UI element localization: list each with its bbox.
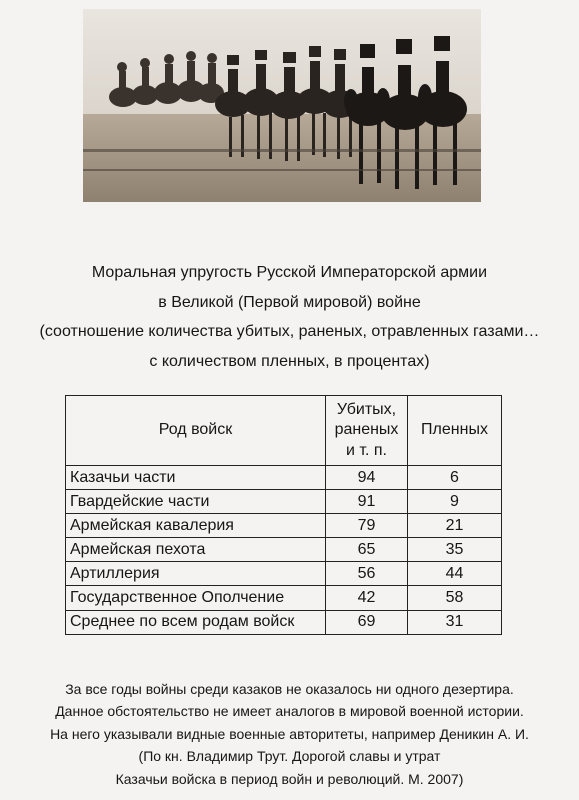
header-killed-line-1: Убитых,	[336, 400, 397, 418]
header-killed	[326, 396, 408, 466]
branch-cell: Среднее по всем родам войск	[66, 610, 326, 634]
title-line-2: в Великой (Первой мировой) войне	[158, 293, 421, 311]
table-header-row	[66, 396, 502, 466]
title-line-3: (соотношение количества убитых, раненых, отравленных газами…	[39, 323, 540, 340]
killed-cell: 94	[326, 466, 408, 490]
prisoners-cell: 21	[408, 514, 502, 538]
table-row	[66, 610, 502, 634]
killed-cell: 42	[326, 586, 408, 610]
branch-cell: Гвардейские части	[66, 490, 326, 514]
footer-note	[0, 678, 579, 790]
table-row	[66, 562, 502, 586]
casualties-table	[65, 395, 502, 635]
table-row	[66, 538, 502, 562]
footer-line-5: Казачьи войска в период войн и революций. М. 2007)	[115, 770, 464, 787]
footer-line-3: На него указывали видные военные авторитеты, например Деникин А. И.	[50, 725, 529, 742]
prisoners-cell: 44	[408, 562, 502, 586]
footer-line-4: (По кн. Владимир Трут. Дорогой славы и утрат	[138, 748, 441, 765]
footer-line-2: Данное обстоятельство не имеет аналогов в мировой военной истории.	[55, 703, 524, 720]
killed-cell: 65	[326, 538, 408, 562]
prisoners-cell: 58	[408, 586, 502, 610]
prisoners-cell: 9	[408, 490, 502, 514]
killed-cell: 69	[326, 610, 408, 634]
table-row	[66, 466, 502, 490]
table-row	[66, 514, 502, 538]
title-line-4: с количеством пленных, в процентах)	[149, 352, 430, 370]
branch-cell: Армейская пехота	[66, 538, 326, 562]
header-branch: Род войск	[66, 396, 326, 466]
prisoners-cell: 31	[408, 610, 502, 634]
header-killed-line-3: и т. п.	[346, 441, 387, 459]
table-row	[66, 490, 502, 514]
header-prisoners: Пленных	[408, 396, 502, 466]
branch-cell: Государственное Ополчение	[66, 586, 326, 610]
killed-cell: 79	[326, 514, 408, 538]
table-row	[66, 586, 502, 610]
branch-cell: Казачьи части	[66, 466, 326, 490]
title-line-1: Моральная упругость Русской Императорской армии	[91, 264, 488, 281]
footer-line-1: За все годы войны среди казаков не оказалось ни одного дезертира.	[65, 681, 514, 697]
killed-cell: 91	[326, 490, 408, 514]
cossack-cavalry-photo	[83, 9, 481, 202]
prisoners-cell: 35	[408, 538, 502, 562]
header-killed-line-2: раненых	[334, 421, 399, 439]
killed-cell: 56	[326, 562, 408, 586]
prisoners-cell: 6	[408, 466, 502, 490]
branch-cell: Армейская кавалерия	[66, 514, 326, 538]
branch-cell: Артиллерия	[66, 562, 326, 586]
page-title	[0, 258, 579, 376]
